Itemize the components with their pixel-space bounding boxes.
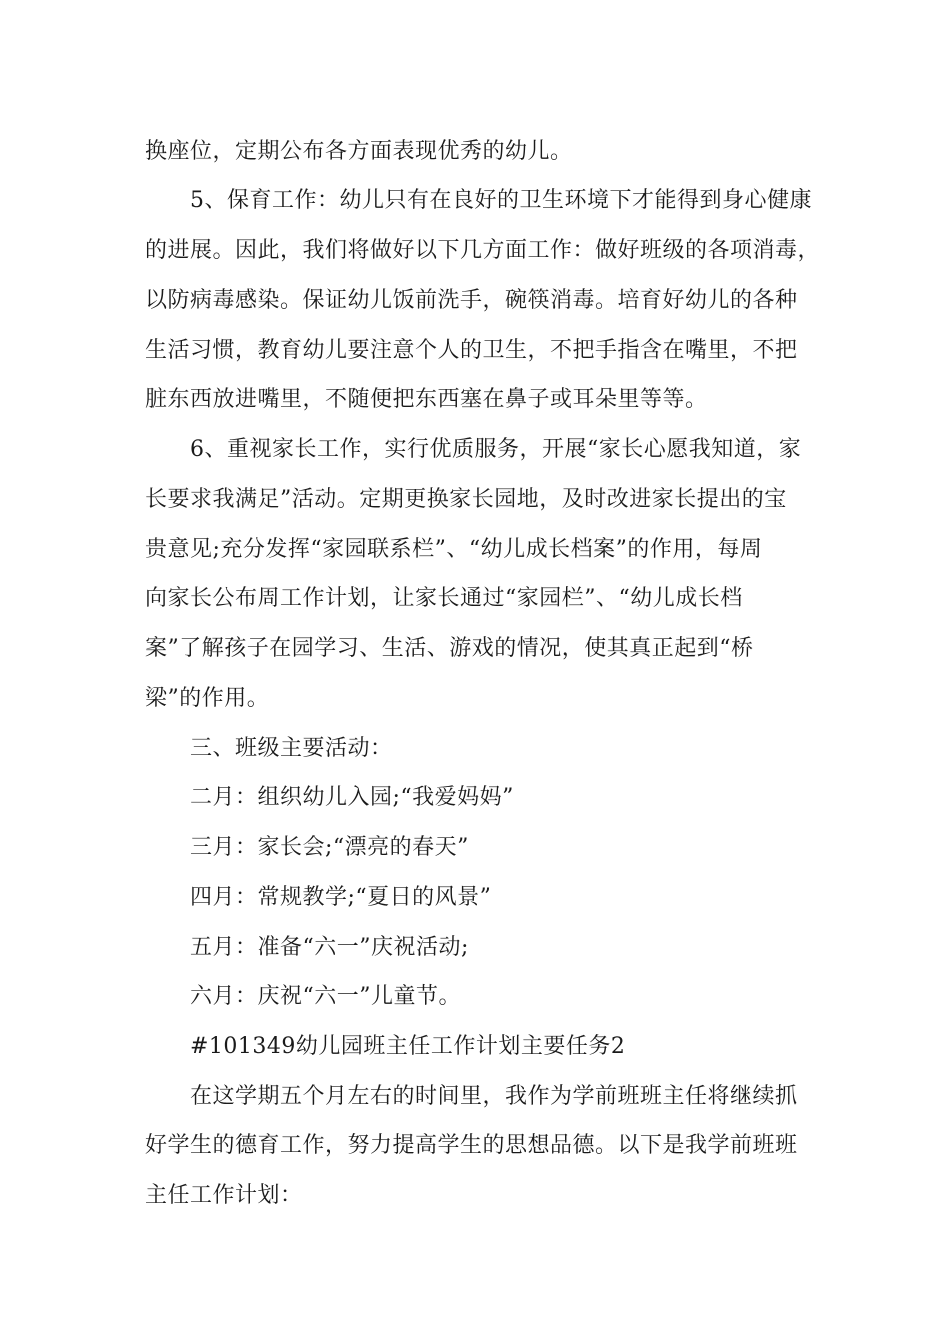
- text-line: 长要求我满足”活动。定期更换家长园地，及时改进家长提出的宝: [145, 487, 787, 512]
- text-line: 6、重视家长工作，实行优质服务，开展“家长心愿我知道，家: [190, 437, 802, 462]
- text-line: 的进展。因此，我们将做好以下几方面工作：做好班级的各项消毒，: [145, 238, 821, 263]
- text-line: 向家长公布周工作计划，让家长通过“家园栏”、“幼儿成长档: [145, 586, 743, 611]
- text-line: 好学生的德育工作，努力提高学生的思想品德。以下是我学前班班: [145, 1133, 798, 1158]
- activity-item: 三月：家长会;“漂亮的春天”: [190, 835, 469, 860]
- text-line: 以防病毒感染。保证幼儿饭前洗手，碗筷消毒。培育好幼儿的各种: [145, 288, 798, 313]
- article-title: #101349幼儿园班主任工作计划主要任务2: [190, 1034, 626, 1059]
- text-line: 生活习惯，教育幼儿要注意个人的卫生，不把手指含在嘴里，不把: [145, 338, 798, 363]
- section-heading: 三、班级主要活动：: [190, 736, 393, 761]
- text-line: 5、保育工作：幼儿只有在良好的卫生环境下才能得到身心健康: [190, 188, 812, 213]
- text-line: 梁”的作用。: [145, 686, 270, 711]
- text-line: 贵意见;充分发挥“家园联系栏”、“幼儿成长档案”的作用，每周: [145, 537, 763, 562]
- activity-item: 四月：常规教学;“夏日的风景”: [190, 885, 492, 910]
- activity-item: 五月：准备“六一”庆祝活动;: [190, 935, 469, 960]
- activity-item: 二月：组织幼儿入园;“我爱妈妈”: [190, 785, 514, 810]
- text-line: 案”了解孩子在园学习、生活、游戏的情况，使其真正起到“桥: [145, 636, 754, 661]
- activity-item: 六月：庆祝“六一”儿童节。: [190, 984, 461, 1009]
- text-line: 脏东西放进嘴里，不随便把东西塞在鼻子或耳朵里等等。: [145, 387, 708, 412]
- text-line: 在这学期五个月左右的时间里，我作为学前班班主任将继续抓: [190, 1084, 798, 1109]
- text-line: 换座位，定期公布各方面表现优秀的幼儿。: [145, 139, 573, 164]
- text-line: 主任工作计划：: [145, 1183, 303, 1208]
